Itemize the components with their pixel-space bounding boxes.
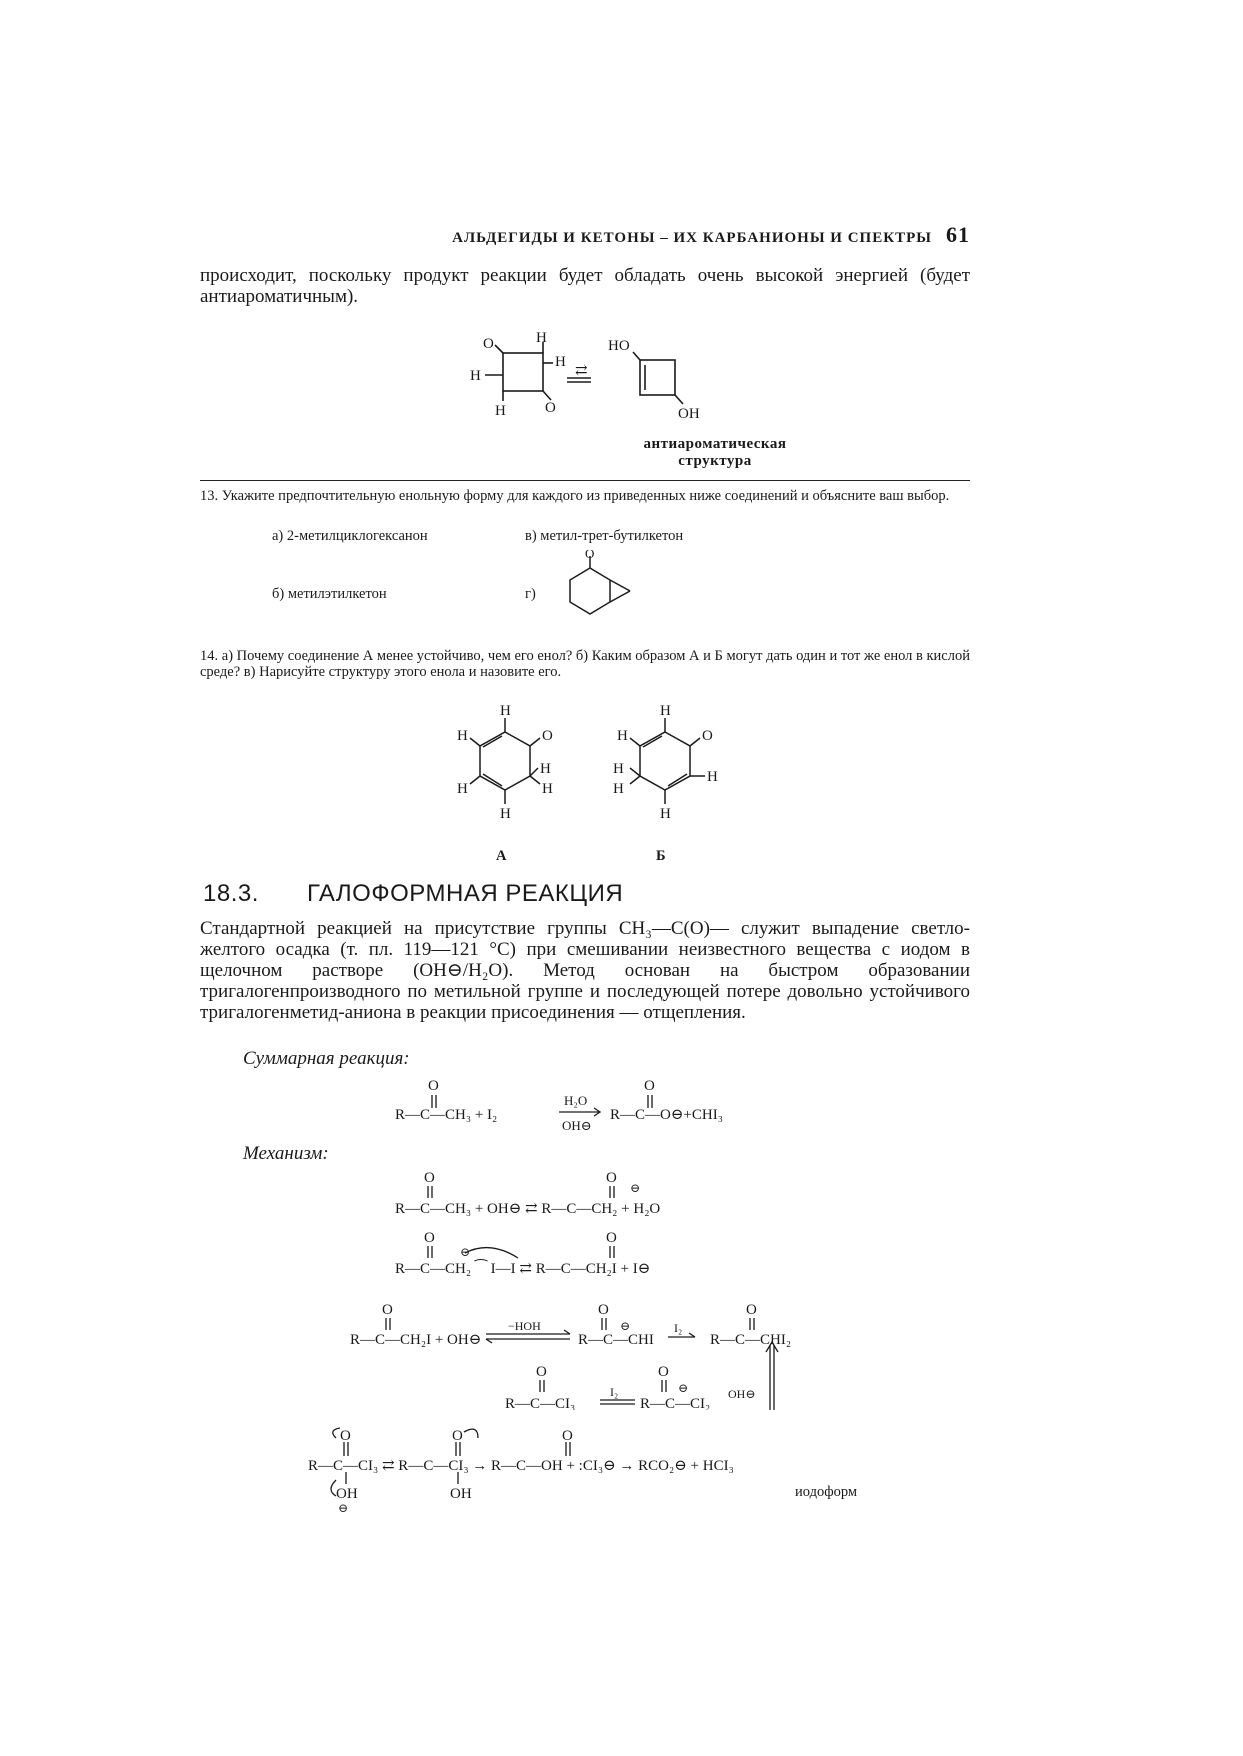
mechanism-step-4 bbox=[308, 1420, 868, 1520]
cyclobutanedione-figure bbox=[455, 330, 755, 435]
svg-text:R—C—CH₂I + OH⊖: R—C—CH₂I + OH⊖ bbox=[350, 1332, 482, 1348]
problem-13-item-v: в) метил-трет-бутилкетон bbox=[525, 528, 684, 544]
section-title: ГАЛОФОРМНАЯ РЕАКЦИЯ bbox=[307, 880, 624, 907]
svg-text:H: H bbox=[613, 761, 624, 777]
mechanism-step-2 bbox=[390, 1228, 750, 1278]
label-b: Б bbox=[656, 848, 666, 864]
summary-label: Суммарная реакция: bbox=[243, 1048, 410, 1069]
svg-text:R—C—CI₃: R—C—CI₃ bbox=[505, 1396, 576, 1410]
label-a: А bbox=[496, 848, 507, 864]
svg-text:OH⊖: OH⊖ bbox=[562, 1118, 592, 1133]
svg-text:⊖: ⊖ bbox=[338, 1501, 349, 1515]
svg-text:O: O bbox=[452, 1428, 463, 1444]
bicyclic-ketone-structure bbox=[560, 550, 640, 625]
antiaromatic-caption: антиароматическая структура bbox=[643, 436, 787, 469]
svg-text:⊖: ⊖ bbox=[630, 1181, 641, 1195]
svg-text:O: O bbox=[746, 1302, 757, 1318]
svg-text:O: O bbox=[562, 1428, 573, 1444]
svg-text:I₂: I₂ bbox=[610, 1385, 619, 1399]
problem-13-item-g: г) bbox=[525, 586, 536, 602]
svg-text:H: H bbox=[457, 781, 468, 797]
running-header bbox=[200, 222, 970, 248]
svg-text:I₂: I₂ bbox=[674, 1321, 683, 1335]
svg-text:R—C—CH₃ + I₂: R—C—CH₃ + I₂ bbox=[395, 1107, 498, 1123]
svg-text:H: H bbox=[660, 703, 671, 719]
svg-text:⊖: ⊖ bbox=[620, 1319, 631, 1333]
svg-text:⊖: ⊖ bbox=[460, 1245, 471, 1259]
svg-text:O: O bbox=[606, 1230, 617, 1246]
svg-text:O: O bbox=[536, 1364, 547, 1380]
svg-text:H: H bbox=[540, 761, 551, 777]
svg-text:H: H bbox=[542, 781, 553, 797]
mechanism-step-3 bbox=[350, 1300, 830, 1410]
iodoform-label: иодоформ bbox=[795, 1484, 858, 1500]
svg-text:R—C—CH₂ ⁀ I—I ⇄ R—C—CH₂I + I⊖: R—C—CH₂ ⁀ I—I ⇄ R—C—CH₂I + I⊖ bbox=[395, 1261, 651, 1277]
svg-text:O: O bbox=[424, 1170, 435, 1186]
problem-13-text: 13. Укажите предпочтительную енольную форму для каждого из приведенных ниже соединений и объясните ваш выбор. bbox=[200, 488, 950, 504]
svg-text:R—C—CI₂: R—C—CI₂ bbox=[640, 1396, 711, 1410]
svg-text:H: H bbox=[707, 769, 718, 785]
svg-text:H: H bbox=[500, 806, 511, 822]
svg-text:⊖: ⊖ bbox=[678, 1381, 689, 1395]
section-number: 18.3. bbox=[203, 880, 259, 907]
problem-13-item-a: а) 2-метилциклогексанон bbox=[272, 528, 428, 544]
svg-text:R—C—CH₃ + OH⊖ ⇄ R—C—CH₂ + H₂O: R—C—CH₃ + OH⊖ ⇄ R—C—CH₂ + H₂O bbox=[395, 1201, 661, 1217]
svg-text:R—C—CI₃ ⇄ R—C—CI₃ → R—C—OH + :: R—C—CI₃ ⇄ R—C—CI₃ → R—C—OH + :CI₃⊖ → RCO₂⊖ + HCI₃ bbox=[308, 1458, 734, 1474]
svg-text:−HOH: −HOH bbox=[508, 1319, 541, 1333]
svg-text:O: O bbox=[545, 400, 556, 416]
svg-text:O: O bbox=[424, 1230, 435, 1246]
svg-text:O: O bbox=[644, 1078, 655, 1094]
section-paragraph: Стандартной реакцией на присутствие группы CH₃—C(O)— служит выпадение светло-желтого осадка (т. пл. 119—121 °C) при смешивании неизвестного вещества с иодом в щелочном растворе (OH⊖/H₂O). Метод основан на быстром образовании тригалогенпроизводного по метильной группе и последующей потере довольно устойчивого тригалогенметид-аниона в реакции присоединения — отщепления. bbox=[200, 918, 970, 1023]
svg-text:⇄: ⇄ bbox=[575, 363, 588, 379]
structure-a bbox=[445, 700, 565, 860]
svg-text:OH⊖: OH⊖ bbox=[728, 1387, 756, 1401]
svg-text:O: O bbox=[483, 336, 494, 352]
svg-text:O: O bbox=[585, 550, 595, 561]
structure-b bbox=[605, 700, 725, 860]
svg-text:O: O bbox=[382, 1302, 393, 1318]
svg-text:H: H bbox=[495, 403, 506, 419]
svg-text:H: H bbox=[500, 703, 511, 719]
svg-text:O: O bbox=[606, 1170, 617, 1186]
svg-text:H: H bbox=[470, 368, 481, 384]
svg-text:R—C—O⊖+CHI₃: R—C—O⊖+CHI₃ bbox=[610, 1107, 723, 1123]
svg-text:O: O bbox=[340, 1428, 351, 1444]
svg-text:O: O bbox=[542, 728, 553, 744]
svg-text:H: H bbox=[536, 330, 547, 346]
running-title: АЛЬДЕГИДЫ И КЕТОНЫ – ИХ КАРБАНИОНЫ И СПЕКТРЫ bbox=[452, 230, 932, 246]
svg-text:R—C—CHI: R—C—CHI bbox=[578, 1332, 654, 1348]
svg-text:H₂O: H₂O bbox=[564, 1093, 588, 1108]
problem-13-item-b: б) метилэтилкетон bbox=[272, 586, 387, 602]
svg-text:O: O bbox=[428, 1078, 439, 1094]
svg-text:HO: HO bbox=[608, 338, 630, 354]
svg-text:OH: OH bbox=[336, 1486, 358, 1502]
svg-text:OH: OH bbox=[678, 406, 700, 422]
svg-text:O: O bbox=[658, 1364, 669, 1380]
mechanism-step-1 bbox=[390, 1168, 750, 1218]
intro-paragraph: происходит, поскольку продукт реакции будет обладать очень высокой энергией (будет антиароматичным). bbox=[200, 265, 970, 307]
svg-text:H: H bbox=[457, 728, 468, 744]
svg-text:O: O bbox=[598, 1302, 609, 1318]
svg-text:R—C—CHI₂: R—C—CHI₂ bbox=[710, 1332, 792, 1348]
svg-text:H: H bbox=[555, 354, 566, 370]
mechanism-label: Механизм: bbox=[243, 1143, 329, 1164]
svg-text:OH: OH bbox=[450, 1486, 472, 1502]
svg-text:H: H bbox=[613, 781, 624, 797]
svg-text:H: H bbox=[660, 806, 671, 822]
page-number: 61 bbox=[946, 222, 970, 247]
svg-text:O: O bbox=[702, 728, 713, 744]
problem-14-text: 14. а) Почему соединение А менее устойчиво, чем его енол? б) Каким образом А и Б могут дать один и тот же енол в кислой среде? в) Нарисуйте структуру этого енола и назовите его. bbox=[200, 648, 970, 680]
svg-text:H: H bbox=[617, 728, 628, 744]
summary-reaction bbox=[390, 1075, 790, 1135]
divider-line bbox=[200, 480, 970, 481]
